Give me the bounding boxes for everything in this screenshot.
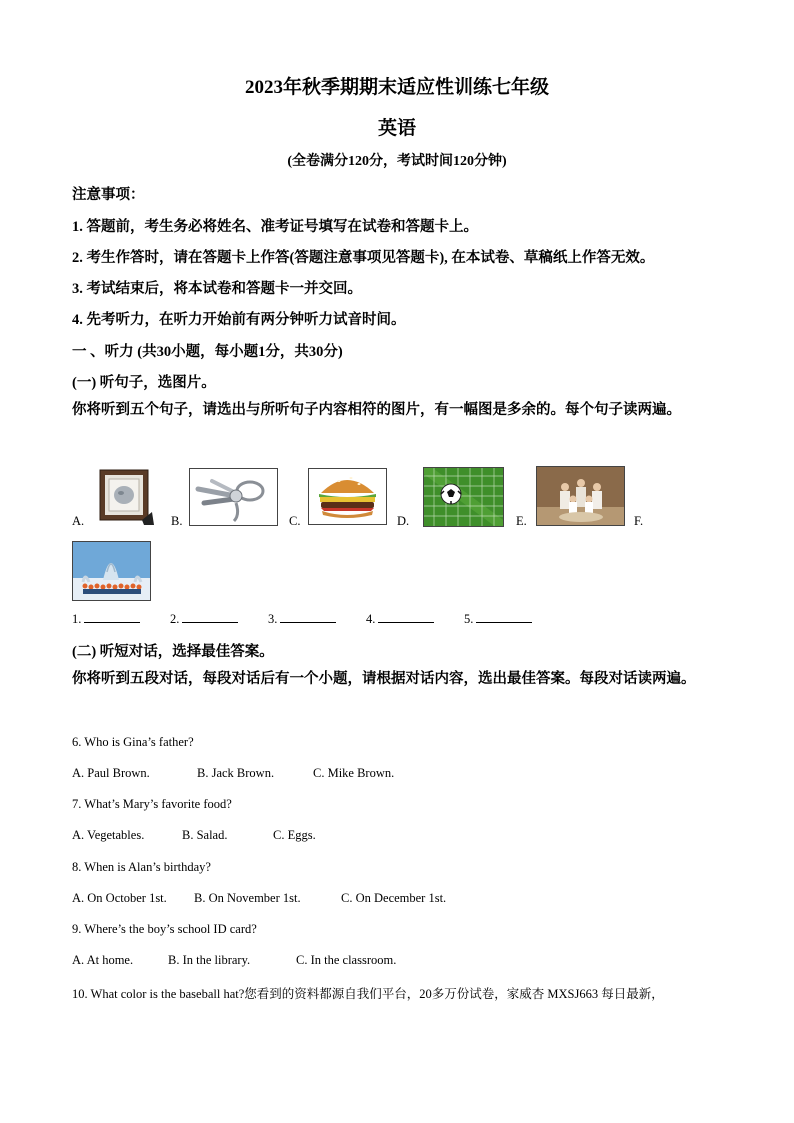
part1-instruction: 你将听到五个句子，请选出与所听句子内容相符的图片，有一幅图是多余的。每个句子读两遍。 (72, 402, 681, 418)
picture-label-d: D. (397, 514, 410, 528)
option[interactable]: C. On December 1st. (341, 891, 447, 905)
option[interactable]: B. In the library. (168, 953, 251, 967)
part2-heading: (二) 听短对话，选择最佳答案。 (72, 644, 274, 660)
picture-label-a: A. (72, 514, 85, 528)
picture-label-e: E. (516, 514, 527, 528)
answer-blank-2[interactable]: 2. (170, 610, 238, 627)
picture-label-f: F. (634, 514, 644, 528)
option[interactable]: A. On October 1st. (72, 891, 167, 905)
note-item: 2. 考生作答时，请在答题卡上作答(答题注意事项见答题卡), 在本试卷、草稿纸上作答无效。 (72, 250, 655, 266)
answer-blank-3[interactable]: 3. (268, 610, 336, 627)
option[interactable]: B. Jack Brown. (197, 766, 275, 780)
note-item: 4. 先考听力，在听力开始前有两分钟听力试音时间。 (72, 312, 406, 328)
subject-title: 英语 (377, 118, 416, 139)
answer-blank-1[interactable]: 1. (72, 610, 140, 627)
question-7: 7. What’s Mary’s favorite food? (72, 797, 232, 811)
keys-icon (189, 468, 278, 526)
question-10: 10. What color is the baseball hat?您看到的资料都源自我们平台，20多万份试卷，家威杏 MXSJ663 每日最新， (72, 987, 664, 1001)
exam-title: 2023年秋季期期末适应性训练七年级 (244, 77, 549, 98)
option[interactable]: C. Mike Brown. (313, 766, 395, 780)
note-item: 3. 考试结束后，将本试卷和答题卡一并交回。 (72, 281, 362, 297)
option[interactable]: C. Eggs. (273, 828, 316, 842)
hamburger-icon (308, 468, 387, 525)
notes-heading: 注意事项： (72, 187, 145, 203)
section-heading: 一 、听力 (共30小题，每小题1分，共30分) (72, 344, 343, 360)
score-info: (全卷满分120分，考试时间120分钟) (287, 154, 507, 169)
winter-group-photo-icon (72, 541, 151, 601)
answer-blank-5[interactable]: 5. (464, 610, 532, 627)
framed-picture-icon (96, 468, 154, 525)
option[interactable]: A. Paul Brown. (72, 766, 150, 780)
part2-instruction: 你将听到五段对话，每段对话后有一个小题，请根据对话内容，选出最佳答案。每段对话读两遍。 (72, 671, 696, 687)
answer-blank-4[interactable]: 4. (366, 610, 434, 627)
option[interactable]: B. Salad. (182, 828, 228, 842)
part1-heading: (一) 听句子，选图片。 (72, 375, 216, 391)
family-photo-icon (536, 466, 625, 526)
soccer-ball-goal-icon (423, 467, 504, 527)
option[interactable]: C. In the classroom. (296, 953, 397, 967)
option[interactable]: A. Vegetables. (72, 828, 145, 842)
note-item: 1. 答题前，考生务必将姓名、准考证号填写在试卷和答题卡上。 (72, 219, 478, 235)
picture-label-c: C. (289, 514, 301, 528)
picture-label-b: B. (171, 514, 183, 528)
question-6: 6. Who is Gina’s father? (72, 735, 194, 749)
question-8: 8. When is Alan’s birthday? (72, 860, 211, 874)
option[interactable]: B. On November 1st. (194, 891, 301, 905)
question-9: 9. Where’s the boy’s school ID card? (72, 922, 257, 936)
option[interactable]: A. At home. (72, 953, 134, 967)
